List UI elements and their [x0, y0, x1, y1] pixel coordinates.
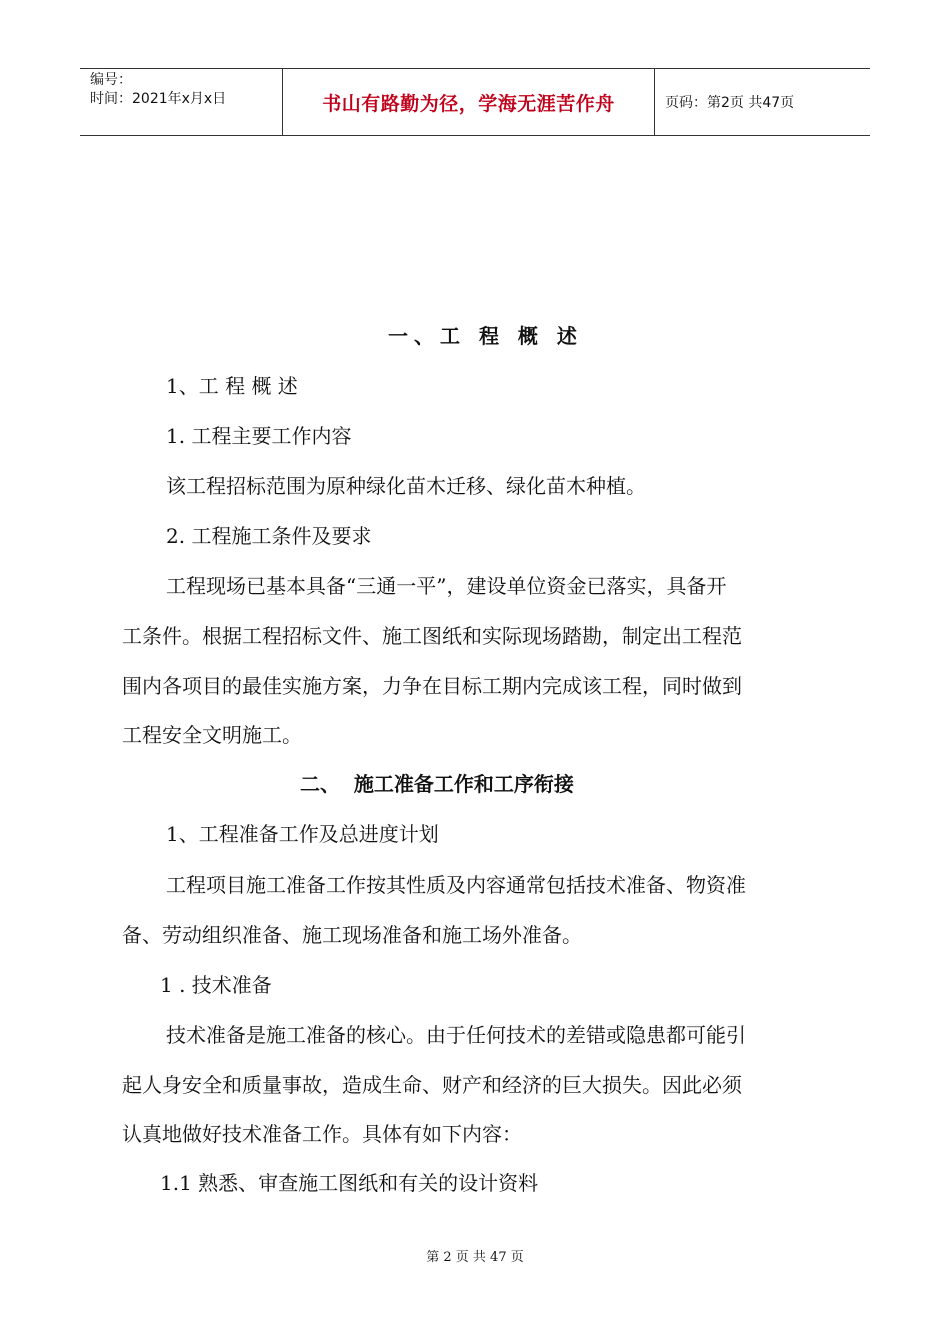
paragraph-2-line-4: 工程安全文明施工。 [122, 723, 302, 747]
paragraph-1: 该工程招标范围为原种绿化苗木迁移、绿化苗木种植。 [166, 474, 646, 498]
date-line: 时间：2021年x月x日 [90, 91, 227, 107]
paragraph-3-line-2: 备、劳动组织准备、施工现场准备和施工场外准备。 [122, 923, 582, 947]
subheading-4: 1.1 熟悉、审查施工图纸和有关的设计资料 [160, 1171, 539, 1195]
subheading-3: 1 . 技术准备 [160, 973, 272, 997]
document-header [80, 68, 870, 136]
page-footer: 第 2 页 共 47 页 [426, 1250, 524, 1265]
number-label: 编号： [90, 72, 132, 88]
item-heading-2: 1、工程准备工作及总进度计划 [166, 822, 439, 846]
header-motto: 书山有路勤为径，学海无涯苦作舟 [282, 69, 655, 135]
subheading-2: 2. 工程施工条件及要求 [166, 524, 372, 548]
subheading-1: 1. 工程主要工作内容 [166, 424, 352, 448]
paragraph-4-line-1: 技术准备是施工准备的核心。由于任何技术的差错或隐患都可能引 [166, 1023, 746, 1047]
header-meta [80, 69, 282, 135]
item-heading-1: 1、工 程 概 述 [166, 374, 298, 398]
header-page-info: 页码：第2页 共47页 [665, 95, 795, 111]
paragraph-3-line-1: 工程项目施工准备工作按其性质及内容通常包括技术准备、物资准 [166, 873, 746, 897]
section-title-1: 一、工 程 概 述 [388, 324, 583, 348]
paragraph-4-line-2: 起人身安全和质量事故，造成生命、财产和经济的巨大损失。因此必须 [122, 1073, 742, 1097]
section-title-2: 二、 施工准备工作和工序衔接 [300, 772, 574, 796]
paragraph-4-line-3: 认真地做好技术准备工作。具体有如下内容： [122, 1122, 522, 1146]
paragraph-2-line-2: 工条件。根据工程招标文件、施工图纸和实际现场踏勘，制定出工程范 [122, 624, 742, 648]
paragraph-2-line-1: 工程现场已基本具备“三通一平”，建设单位资金已落实，具备开 [166, 574, 727, 598]
paragraph-2-line-3: 围内各项目的最佳实施方案，力争在目标工期内完成该工程，同时做到 [122, 674, 742, 698]
